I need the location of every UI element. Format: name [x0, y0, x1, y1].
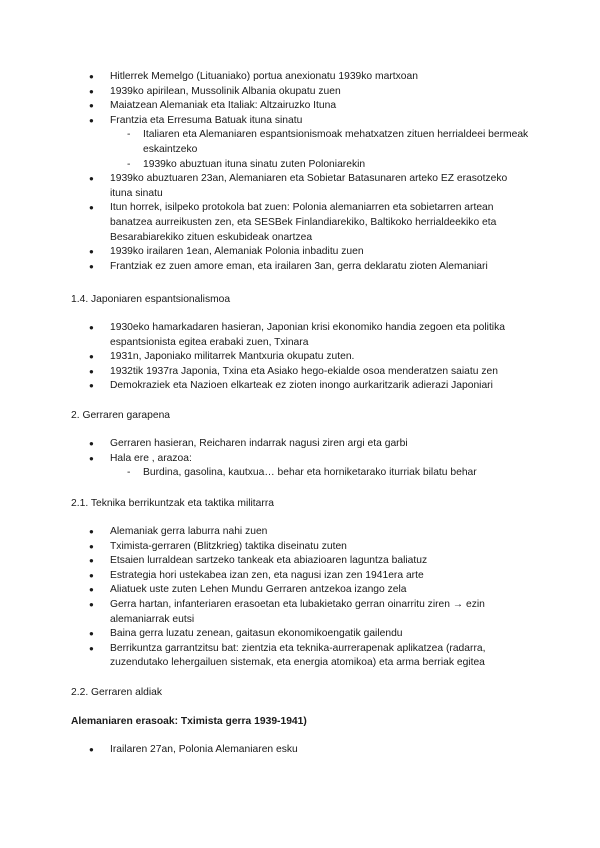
- list-item: ● 1932tik 1937ra Japonia, Txina eta Asiako hego-ekialde osoa menderatzen saiatu zen: [0, 365, 600, 380]
- list-item: ● Baina gerra luzatu zenean, gaitasun ekonomikoengatik gailendu: [0, 627, 600, 642]
- bullet-icon: ●: [89, 174, 94, 184]
- bullet-icon: ●: [89, 643, 94, 653]
- bullet-icon: ●: [89, 352, 94, 362]
- bullet-icon: ●: [89, 323, 94, 332]
- bullet-list-2-2: [0, 743, 600, 758]
- list-item: ● Irailaren 27an, Polonia Alemaniaren esku: [0, 743, 600, 758]
- subsection-title: Alemaniaren erasoak: Tximista gerra 1939-1941): [71, 716, 307, 727]
- list-item: ● 1939ko abuztuaren 23an, Alemaniaren eta Sobietar Batasunaren arteko EZ erasotzeko ituna sinatu: [89, 173, 508, 199]
- sub-list-item: - Burdina, gasolina, kautxua… behar eta horniketarako iturriak bilatu behar: [0, 466, 600, 481]
- list-item: ● Hala ere , arazoa:: [0, 452, 600, 467]
- list-item: ● Aliatuek uste zuten Lehen Mundu Gerraren antzekoa izango zela: [0, 583, 600, 598]
- bullet-list-1-4: [0, 321, 600, 394]
- list-item: ● Frantziak ez zuen amore eman, eta irailaren 3an, gerra deklaratu zioten Alemaniari: [0, 260, 600, 275]
- list-item: ● Frantzia eta Erresuma Batuak ituna sinatu: [0, 114, 600, 129]
- list-item: ● Tximista-gerraren (Blitzkrieg) taktika diseinatu zuten: [0, 540, 600, 555]
- bullet-icon: ●: [89, 599, 94, 609]
- bullet-icon: ●: [89, 439, 94, 448]
- bullet-icon: ●: [89, 527, 94, 536]
- dash-icon: -: [127, 129, 131, 141]
- list-item: ● 1931n, Japoniako militarrek Mantxuria okupatu zuten.: [0, 350, 600, 365]
- bullet-list-1: [0, 70, 600, 274]
- list-item: ● 1939ko apirilean, Mussolinik Albania okupatu zuen: [0, 85, 600, 100]
- bullet-icon: ●: [89, 115, 94, 125]
- bullet-icon: ●: [89, 381, 94, 391]
- dash-icon: -: [127, 158, 131, 170]
- bullet-icon: ●: [89, 556, 94, 566]
- list-item: ● Gerra hartan, infanteriaren erasoetan eta lubakietako gerran oinarritu ziren → ezin alemaniarrak eutsi: [89, 598, 485, 625]
- list-item: ● Berrikuntza garrantzitsu bat: zientzia eta teknika-aurrerapenak aplikatzea (radarra, zuzendutako lehergailuen sistemak, eta energia atomikoa) eta arma berriak egitea: [89, 642, 486, 669]
- bullet-icon: ●: [89, 366, 94, 376]
- bullet-list-2: [0, 437, 600, 481]
- bullet-icon: ●: [89, 453, 94, 463]
- sub-list-item: - 1939ko abuztuan ituna sinatu zuten Poloniarekin: [0, 158, 600, 173]
- list-item: ● 1939ko irailaren 1ean, Alemaniak Polonia inbaditu zuen: [0, 245, 600, 260]
- bullet-list-2-1: [0, 525, 600, 671]
- list-item: ● Maiatzean Alemaniak eta Italiak: Altzairuzko Ituna: [0, 99, 600, 114]
- sub-list-item: - Italiaren eta Alemaniaren espantsionismoak mehatxatzen zituen herrialdeei bermeak eskaintzeko: [127, 129, 529, 155]
- bullet-icon: ●: [89, 203, 94, 213]
- section-heading-2: 2. Gerraren garapena: [71, 410, 171, 421]
- section-heading-2-1: 2.1. Teknika berrikuntzak eta taktika militarra: [71, 498, 274, 509]
- bullet-icon: ●: [89, 585, 94, 595]
- bullet-icon: ●: [89, 247, 94, 257]
- bullet-icon: ●: [89, 629, 94, 639]
- list-item: ● Alemaniak gerra laburra nahi zuen: [0, 525, 600, 540]
- bullet-icon: ●: [89, 101, 94, 111]
- bullet-icon: ●: [89, 745, 94, 754]
- bullet-icon: ●: [89, 86, 94, 96]
- list-item: ● Etsaien lurraldean sartzeko tankeak eta abiazioaren laguntza baliatuz: [0, 554, 600, 569]
- dash-icon: -: [127, 467, 131, 479]
- list-item: ● Demokraziek eta Nazioen elkarteak ez zioten inongo aurkaritzarik adierazi Japoniari: [0, 379, 600, 394]
- bullet-icon: ●: [89, 541, 94, 551]
- bullet-icon: ●: [89, 261, 94, 271]
- section-heading-1-4: 1.4. Japoniaren espantsionalismoa: [71, 294, 231, 305]
- bullet-icon: ●: [89, 570, 94, 580]
- list-item: ● 1930eko hamarkadaren hasieran, Japonian krisi ekonomiko handia zegoen eta politika espantsionista egitea erabaki zuen, Txinara: [89, 322, 505, 348]
- list-item: ● Hitlerrek Memelgo (Lituaniako) portua anexionatu 1939ko martxoan: [0, 70, 600, 85]
- bullet-icon: ●: [89, 72, 94, 81]
- list-item: ● Gerraren hasieran, Reicharen indarrak nagusi ziren argi eta garbi: [0, 437, 600, 452]
- list-item: ● Itun horrek, isilpeko protokola bat zuen: Polonia alemaniarren eta sobietarren artean banatzea aurreikusten zen, eta SESBek Finlandiarekiko, Baltikoko herrialdeekiko eta Besarabiarekiko zituen eskubideak onartzea: [89, 202, 497, 243]
- list-item: ● Estrategia hori ustekabea izan zen, eta nagusi izan zen 1941era arte: [0, 569, 600, 584]
- section-heading-2-2: 2.2. Gerraren aldiak: [71, 687, 163, 698]
